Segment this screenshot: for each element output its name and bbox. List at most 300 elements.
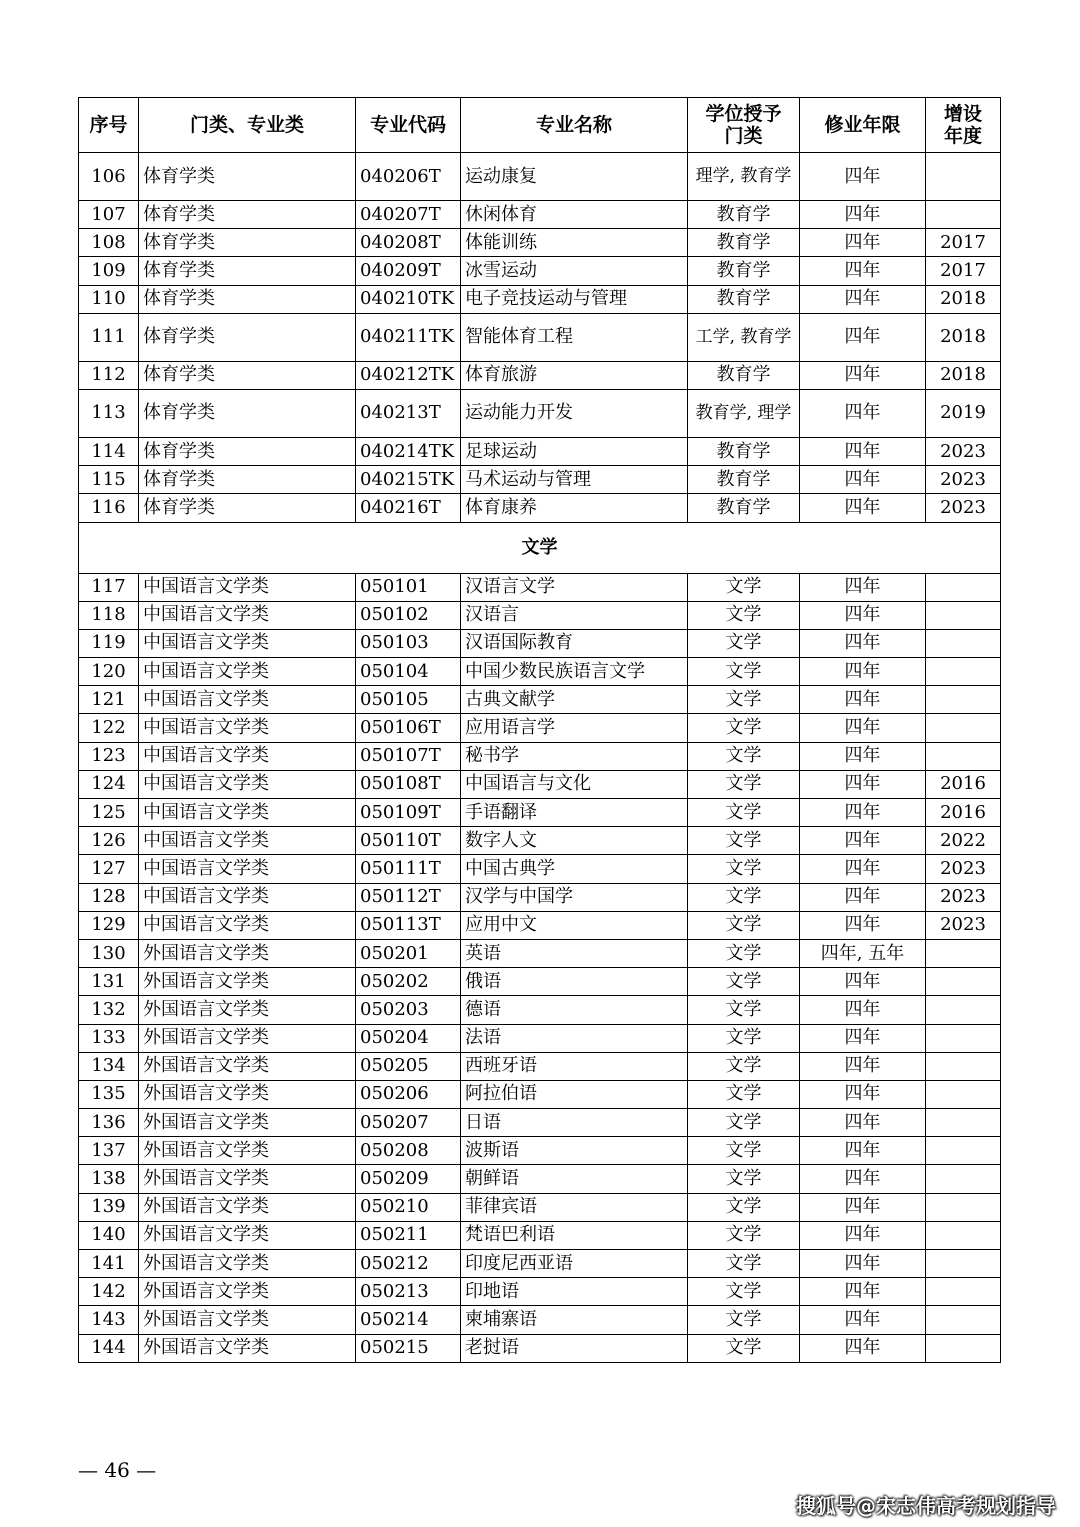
cell-year-added: 2023 [926,437,1001,465]
cell-major-name: 数字人文 [461,827,688,855]
cell-serial: 111 [79,313,139,361]
cell-year-added [926,1221,1001,1249]
table-row [79,996,1001,1024]
cell-category: 体育学类 [139,153,356,201]
cell-category: 体育学类 [139,285,356,313]
cell-code: 050210 [356,1193,461,1221]
cell-category: 体育学类 [139,437,356,465]
cell-year-added [926,1165,1001,1193]
cell-duration: 四年 [800,229,926,257]
cell-category: 中国语言文学类 [139,573,356,601]
cell-year-added [926,1080,1001,1108]
cell-category: 外国语言文学类 [139,1165,356,1193]
cell-major-name: 波斯语 [461,1137,688,1165]
table-row [79,1306,1001,1334]
cell-degree: 工学, 教育学 [688,313,800,361]
cell-year-added [926,1137,1001,1165]
cell-serial: 107 [79,201,139,229]
literature-section-body [79,573,1001,1362]
cell-serial: 125 [79,799,139,827]
cell-degree: 文学 [688,1250,800,1278]
cell-degree: 教育学 [688,494,800,522]
cell-code: 040207T [356,201,461,229]
table-row [79,285,1001,313]
cell-code: 040209T [356,257,461,285]
cell-code: 050106T [356,714,461,742]
cell-serial: 136 [79,1109,139,1137]
cell-degree: 文学 [688,1278,800,1306]
cell-serial: 131 [79,968,139,996]
cell-major-name: 菲律宾语 [461,1193,688,1221]
table-row [79,1109,1001,1137]
cell-serial: 144 [79,1334,139,1362]
cell-category: 体育学类 [139,313,356,361]
cell-code: 050113T [356,911,461,939]
cell-major-name: 老挝语 [461,1334,688,1362]
cell-serial: 128 [79,883,139,911]
cell-category: 体育学类 [139,201,356,229]
cell-degree: 文学 [688,573,800,601]
cell-major-name: 朝鲜语 [461,1165,688,1193]
cell-serial: 116 [79,494,139,522]
cell-category: 体育学类 [139,229,356,257]
cell-major-name: 俄语 [461,968,688,996]
table-row [79,939,1001,967]
cell-year-added [926,996,1001,1024]
cell-degree: 文学 [688,827,800,855]
cell-major-name: 柬埔寨语 [461,1306,688,1334]
cell-category: 中国语言文学类 [139,770,356,798]
cell-degree: 文学 [688,1137,800,1165]
major-catalog-table [78,97,1001,1363]
cell-duration: 四年 [800,799,926,827]
header-duration: 修业年限 [800,98,926,153]
header-category: 门类、专业类 [139,98,356,153]
cell-year-added [926,573,1001,601]
cell-duration: 四年 [800,601,926,629]
cell-serial: 124 [79,770,139,798]
table-row [79,313,1001,361]
cell-year-added: 2017 [926,257,1001,285]
cell-category: 外国语言文学类 [139,1109,356,1137]
cell-category: 外国语言文学类 [139,1334,356,1362]
cell-category: 体育学类 [139,389,356,437]
cell-degree: 文学 [688,714,800,742]
cell-duration: 四年 [800,257,926,285]
cell-degree: 文学 [688,855,800,883]
cell-duration: 四年 [800,201,926,229]
cell-year-added: 2018 [926,361,1001,389]
cell-duration: 四年, 五年 [800,939,926,967]
cell-code: 050207 [356,1109,461,1137]
table-row [79,714,1001,742]
cell-category: 中国语言文学类 [139,742,356,770]
cell-duration: 四年 [800,686,926,714]
cell-duration: 四年 [800,883,926,911]
cell-duration: 四年 [800,1306,926,1334]
header-degree: 学位授予门类 [688,98,800,153]
cell-year-added [926,153,1001,201]
cell-year-added: 2018 [926,313,1001,361]
table-row [79,1221,1001,1249]
table-row [79,911,1001,939]
cell-category: 中国语言文学类 [139,911,356,939]
cell-serial: 138 [79,1165,139,1193]
table-row [79,629,1001,657]
section-title: 文学 [79,522,1001,573]
cell-category: 外国语言文学类 [139,1221,356,1249]
cell-code: 050110T [356,827,461,855]
cell-code: 050101 [356,573,461,601]
cell-duration: 四年 [800,1080,926,1108]
cell-degree: 文学 [688,968,800,996]
cell-major-name: 体能训练 [461,229,688,257]
cell-year-added [926,1250,1001,1278]
cell-code: 050205 [356,1052,461,1080]
cell-degree: 文学 [688,1334,800,1362]
cell-year-added: 2023 [926,855,1001,883]
cell-major-name: 汉语言 [461,601,688,629]
cell-degree: 文学 [688,1109,800,1137]
cell-degree: 文学 [688,1052,800,1080]
table-row [79,466,1001,494]
cell-code: 040206T [356,153,461,201]
cell-category: 外国语言文学类 [139,968,356,996]
cell-major-name: 体育旅游 [461,361,688,389]
cell-major-name: 印地语 [461,1278,688,1306]
cell-category: 外国语言文学类 [139,1278,356,1306]
cell-major-name: 应用中文 [461,911,688,939]
cell-serial: 134 [79,1052,139,1080]
cell-code: 050108T [356,770,461,798]
table-row [79,742,1001,770]
cell-duration: 四年 [800,1165,926,1193]
table-row [79,494,1001,522]
cell-major-name: 应用语言学 [461,714,688,742]
cell-category: 外国语言文学类 [139,1080,356,1108]
cell-category: 外国语言文学类 [139,1250,356,1278]
cell-major-name: 中国语言与文化 [461,770,688,798]
cell-code: 050215 [356,1334,461,1362]
cell-major-name: 印度尼西亚语 [461,1250,688,1278]
table-header-row [79,98,1001,153]
table-row [79,153,1001,201]
table-row [79,799,1001,827]
sports-section-body [79,153,1001,523]
table-row [79,1165,1001,1193]
cell-serial: 109 [79,257,139,285]
cell-category: 外国语言文学类 [139,1193,356,1221]
cell-category: 中国语言文学类 [139,855,356,883]
cell-serial: 142 [79,1278,139,1306]
cell-duration: 四年 [800,285,926,313]
cell-duration: 四年 [800,494,926,522]
cell-serial: 115 [79,466,139,494]
cell-degree: 文学 [688,1221,800,1249]
cell-code: 050109T [356,799,461,827]
cell-duration: 四年 [800,770,926,798]
cell-major-name: 法语 [461,1024,688,1052]
cell-major-name: 西班牙语 [461,1052,688,1080]
cell-code: 050202 [356,968,461,996]
table-row [79,437,1001,465]
table-row [79,1137,1001,1165]
cell-major-name: 中国古典学 [461,855,688,883]
cell-major-name: 汉语国际教育 [461,629,688,657]
cell-year-added: 2023 [926,883,1001,911]
cell-major-name: 休闲体育 [461,201,688,229]
cell-duration: 四年 [800,1193,926,1221]
cell-duration: 四年 [800,996,926,1024]
cell-duration: 四年 [800,153,926,201]
cell-degree: 文学 [688,1193,800,1221]
table-row [79,827,1001,855]
cell-serial: 113 [79,389,139,437]
cell-year-added [926,742,1001,770]
cell-code: 050212 [356,1250,461,1278]
cell-duration: 四年 [800,1024,926,1052]
cell-code: 040215TK [356,466,461,494]
cell-serial: 140 [79,1221,139,1249]
cell-year-added: 2023 [926,494,1001,522]
cell-major-name: 日语 [461,1109,688,1137]
cell-major-name: 电子竞技运动与管理 [461,285,688,313]
cell-code: 050211 [356,1221,461,1249]
cell-major-name: 汉学与中国学 [461,883,688,911]
cell-year-added [926,201,1001,229]
cell-code: 050104 [356,658,461,686]
cell-duration: 四年 [800,714,926,742]
cell-major-name: 运动康复 [461,153,688,201]
cell-degree: 文学 [688,1024,800,1052]
cell-degree: 理学, 教育学 [688,153,800,201]
cell-major-name: 手语翻译 [461,799,688,827]
cell-serial: 108 [79,229,139,257]
cell-duration: 四年 [800,437,926,465]
cell-degree: 教育学 [688,257,800,285]
cell-category: 体育学类 [139,361,356,389]
cell-year-added [926,968,1001,996]
cell-degree: 教育学 [688,285,800,313]
cell-serial: 139 [79,1193,139,1221]
cell-duration: 四年 [800,629,926,657]
table-row [79,686,1001,714]
cell-category: 体育学类 [139,494,356,522]
cell-category: 体育学类 [139,466,356,494]
table-row [79,1334,1001,1362]
cell-major-name: 英语 [461,939,688,967]
cell-code: 050103 [356,629,461,657]
cell-year-added [926,1278,1001,1306]
cell-duration: 四年 [800,742,926,770]
cell-duration: 四年 [800,1137,926,1165]
cell-degree: 教育学, 理学 [688,389,800,437]
section-title-row [79,522,1001,573]
cell-category: 体育学类 [139,257,356,285]
table-row [79,658,1001,686]
cell-degree: 文学 [688,883,800,911]
cell-degree: 文学 [688,629,800,657]
cell-year-added: 2023 [926,911,1001,939]
cell-degree: 教育学 [688,361,800,389]
cell-degree: 文学 [688,911,800,939]
cell-code: 040213T [356,389,461,437]
cell-degree: 文学 [688,939,800,967]
cell-major-name: 运动能力开发 [461,389,688,437]
cell-duration: 四年 [800,658,926,686]
cell-category: 中国语言文学类 [139,799,356,827]
cell-serial: 112 [79,361,139,389]
table-row [79,389,1001,437]
cell-year-added: 2019 [926,389,1001,437]
table-row [79,361,1001,389]
cell-major-name: 秘书学 [461,742,688,770]
cell-major-name: 冰雪运动 [461,257,688,285]
cell-serial: 130 [79,939,139,967]
table-row [79,201,1001,229]
cell-category: 外国语言文学类 [139,1137,356,1165]
cell-category: 中国语言文学类 [139,601,356,629]
cell-year-added: 2017 [926,229,1001,257]
page-number: — 46 — [78,1458,157,1482]
cell-code: 050111T [356,855,461,883]
header-serial: 序号 [79,98,139,153]
cell-year-added [926,658,1001,686]
cell-year-added: 2016 [926,799,1001,827]
cell-duration: 四年 [800,1221,926,1249]
cell-degree: 教育学 [688,437,800,465]
table-row [79,1052,1001,1080]
cell-serial: 129 [79,911,139,939]
cell-degree: 文学 [688,742,800,770]
cell-category: 中国语言文学类 [139,883,356,911]
cell-major-name: 智能体育工程 [461,313,688,361]
cell-degree: 文学 [688,996,800,1024]
cell-code: 050203 [356,996,461,1024]
cell-code: 050213 [356,1278,461,1306]
cell-code: 050201 [356,939,461,967]
cell-serial: 114 [79,437,139,465]
cell-degree: 教育学 [688,201,800,229]
cell-code: 040210TK [356,285,461,313]
cell-serial: 126 [79,827,139,855]
cell-degree: 教育学 [688,229,800,257]
cell-year-added: 2023 [926,466,1001,494]
table-row [79,229,1001,257]
cell-major-name: 体育康养 [461,494,688,522]
cell-duration: 四年 [800,1109,926,1137]
cell-duration: 四年 [800,1250,926,1278]
cell-category: 外国语言文学类 [139,939,356,967]
cell-duration: 四年 [800,827,926,855]
cell-code: 050107T [356,742,461,770]
cell-year-added [926,1024,1001,1052]
cell-degree: 文学 [688,1080,800,1108]
cell-category: 中国语言文学类 [139,714,356,742]
cell-year-added [926,1052,1001,1080]
table-row [79,1250,1001,1278]
cell-code: 050209 [356,1165,461,1193]
cell-year-added [926,686,1001,714]
cell-serial: 132 [79,996,139,1024]
cell-year-added [926,629,1001,657]
cell-duration: 四年 [800,573,926,601]
cell-year-added: 2022 [926,827,1001,855]
cell-category: 外国语言文学类 [139,1024,356,1052]
cell-degree: 文学 [688,658,800,686]
cell-serial: 122 [79,714,139,742]
cell-duration: 四年 [800,1052,926,1080]
table-row [79,1080,1001,1108]
cell-category: 中国语言文学类 [139,686,356,714]
cell-serial: 123 [79,742,139,770]
cell-code: 050204 [356,1024,461,1052]
table-row [79,1278,1001,1306]
table-row [79,257,1001,285]
header-year-added: 增设年度 [926,98,1001,153]
table-row [79,1024,1001,1052]
cell-code: 050206 [356,1080,461,1108]
cell-major-name: 足球运动 [461,437,688,465]
table-row [79,601,1001,629]
cell-serial: 141 [79,1250,139,1278]
cell-code: 040208T [356,229,461,257]
cell-code: 040211TK [356,313,461,361]
cell-category: 外国语言文学类 [139,1306,356,1334]
table-row [79,855,1001,883]
cell-serial: 127 [79,855,139,883]
cell-degree: 文学 [688,601,800,629]
cell-duration: 四年 [800,911,926,939]
cell-degree: 教育学 [688,466,800,494]
header-code: 专业代码 [356,98,461,153]
cell-year-added [926,939,1001,967]
cell-year-added [926,1306,1001,1334]
cell-code: 040214TK [356,437,461,465]
cell-major-name: 德语 [461,996,688,1024]
cell-year-added: 2018 [926,285,1001,313]
cell-code: 050102 [356,601,461,629]
cell-serial: 106 [79,153,139,201]
cell-degree: 文学 [688,1306,800,1334]
cell-major-name: 马术运动与管理 [461,466,688,494]
cell-degree: 文学 [688,686,800,714]
cell-serial: 143 [79,1306,139,1334]
watermark: 搜狐号@宋志伟高考规划指导 [796,1494,1056,1518]
cell-duration: 四年 [800,1278,926,1306]
cell-serial: 120 [79,658,139,686]
cell-major-name: 梵语巴利语 [461,1221,688,1249]
cell-year-added [926,1193,1001,1221]
cell-major-name: 古典文献学 [461,686,688,714]
cell-category: 中国语言文学类 [139,629,356,657]
cell-serial: 110 [79,285,139,313]
cell-code: 050105 [356,686,461,714]
cell-code: 040212TK [356,361,461,389]
cell-serial: 117 [79,573,139,601]
cell-year-added [926,1109,1001,1137]
cell-serial: 133 [79,1024,139,1052]
cell-degree: 文学 [688,1165,800,1193]
cell-serial: 135 [79,1080,139,1108]
cell-serial: 121 [79,686,139,714]
cell-degree: 文学 [688,799,800,827]
cell-degree: 文学 [688,770,800,798]
cell-duration: 四年 [800,968,926,996]
cell-year-added: 2016 [926,770,1001,798]
cell-duration: 四年 [800,361,926,389]
cell-category: 中国语言文学类 [139,827,356,855]
